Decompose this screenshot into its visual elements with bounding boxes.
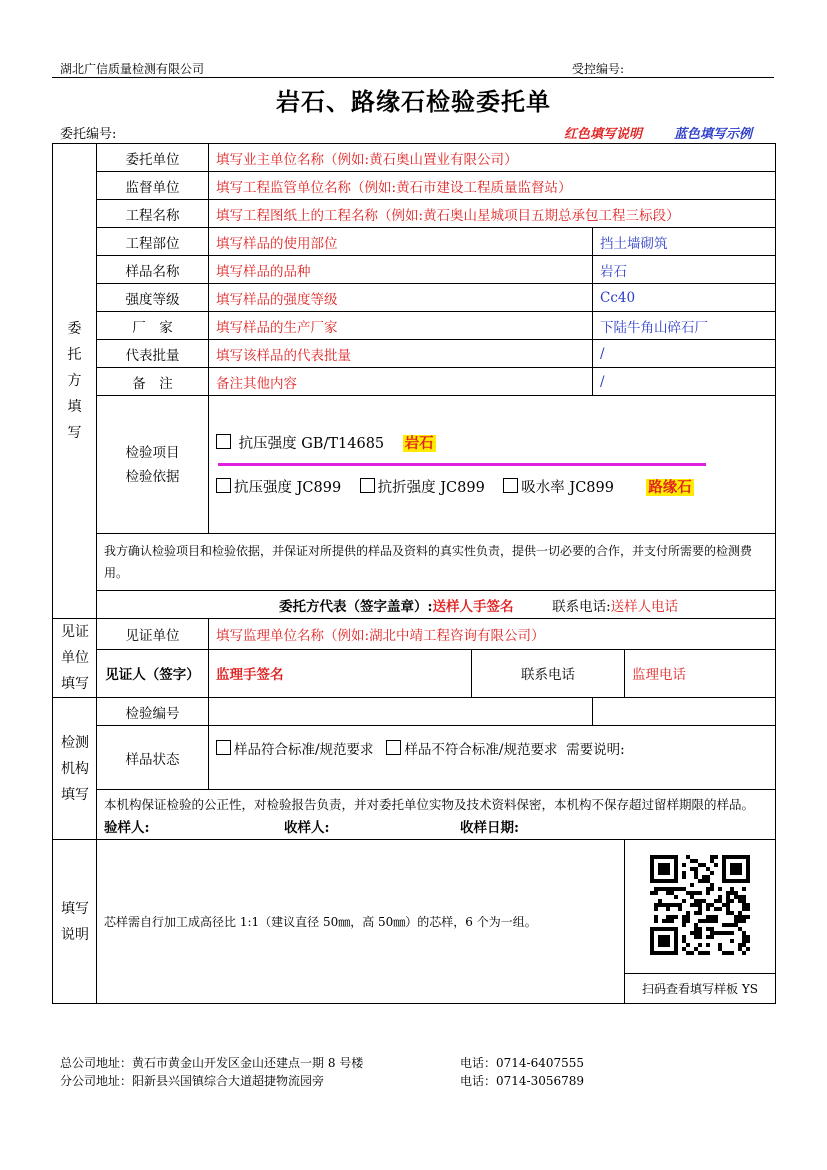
inspector-label: 验样人: <box>104 820 150 837</box>
curb-option-flexural[interactable]: 抗折强度 JC899 <box>360 480 485 496</box>
qr-caption: 扫码查看填写样板 YS <box>625 974 776 1004</box>
header-rule <box>52 77 774 78</box>
witness-person-label: 见证人（签字） <box>97 649 209 697</box>
project-part-hint: 填写样品的使用部位 <box>209 228 593 256</box>
batch-label: 代表批量 <box>97 340 209 368</box>
qr-code-cell <box>625 840 776 974</box>
test-item-label: 检验项目 检验依据 <box>97 396 209 534</box>
witness-phone-label: 联系电话 <box>472 649 625 697</box>
representative-value[interactable]: 送样人手签名 <box>432 598 514 615</box>
client-unit-label: 委托单位 <box>97 144 209 172</box>
branch-phone: 电话：0714-3056789 <box>460 1074 585 1088</box>
lab-statement: 本机构保证检验的公正性，对检验报告负责，并对委托单位实物及技术资料保密，本机构不保存超过留样期限的样品。 <box>97 790 776 814</box>
receiver-label: 收样人: <box>284 820 330 837</box>
sample-name-value[interactable]: 岩石 <box>593 256 776 284</box>
fill-instructions: 芯样需自行加工成高径比 1:1（建议直径 50㎜，高 50㎜）的芯样，6 个为一组。 <box>97 840 625 1004</box>
sample-status-label: 样品状态 <box>97 726 209 790</box>
sample-name-hint: 填写样品的品种 <box>209 256 593 284</box>
lab-signature-row <box>97 814 776 840</box>
blue-legend: 蓝色填写示例 <box>674 127 753 142</box>
project-part-value[interactable]: 挡土墙砌筑 <box>593 228 776 256</box>
checkbox-icon[interactable] <box>386 740 401 755</box>
client-unit-field[interactable]: 填写业主单位名称（例如:黄石奥山置业有限公司） <box>209 144 776 172</box>
curb-option-compressive[interactable]: 抗压强度 JC899 <box>216 480 341 496</box>
checkbox-icon[interactable] <box>360 478 375 493</box>
qr-code-icon[interactable] <box>650 855 750 955</box>
checkbox-icon[interactable] <box>216 434 231 449</box>
supervision-unit-field[interactable]: 填写工程监管单位名称（例如:黄石市建设工程质量监督站） <box>209 172 776 200</box>
fill-section-label: 填写说明 <box>53 840 97 1004</box>
batch-hint: 填写该样品的代表批量 <box>209 340 593 368</box>
manufacturer-hint: 填写样品的生产厂家 <box>209 312 593 340</box>
company-name: 湖北广信质量检测有限公司 <box>60 62 205 76</box>
form-title: 岩石、路缘石检验委托单 <box>276 87 551 116</box>
project-name-label: 工程名称 <box>97 200 209 228</box>
checkbox-icon[interactable] <box>216 478 231 493</box>
section-divider <box>218 463 706 466</box>
status-bad-option[interactable]: 样品不符合标准/规范要求 <box>386 742 557 758</box>
remarks-hint: 备注其他内容 <box>209 368 593 396</box>
batch-value[interactable]: / <box>593 340 776 368</box>
curb-tag: 路缘石 <box>648 479 692 496</box>
test-number-extra-field[interactable] <box>593 698 776 726</box>
witness-person-value[interactable]: 监理手签名 <box>209 649 472 697</box>
manufacturer-value[interactable]: 下陆牛角山碎石厂 <box>593 312 776 340</box>
client-unit-example: 黄石奥山置业有限公司 <box>369 151 505 168</box>
strength-grade-value[interactable]: Cc40 <box>593 284 776 312</box>
sample-status-options <box>209 726 776 790</box>
witness-unit-label: 见证单位 <box>97 619 209 650</box>
status-note-label: 需要说明: <box>566 742 625 758</box>
branch-address: 分公司地址：阳新县兴国镇综合大道超捷物流园旁 <box>60 1074 325 1088</box>
curb-option-absorption[interactable]: 吸水率 JC899 <box>503 480 614 496</box>
checkbox-icon[interactable] <box>503 478 518 493</box>
witness-section-label: 见证单位填写 <box>53 619 97 698</box>
client-section-label: 委托方填写 <box>53 144 97 619</box>
receive-date-label: 收样日期: <box>460 820 519 837</box>
remarks-value[interactable]: / <box>593 368 776 396</box>
commission-form <box>52 143 776 1004</box>
project-name-field[interactable]: 填写工程图纸上的工程名称（例如:黄石奥山星城项目五期总承包工程三标段） <box>209 200 776 228</box>
representative-label: 委托方代表（签字盖章）: <box>279 598 433 615</box>
rock-tag: 岩石 <box>404 435 434 452</box>
manufacturer-label: 厂 家 <box>97 312 209 340</box>
hq-phone: 电话：0714-6407555 <box>460 1056 585 1070</box>
red-legend: 红色填写说明 <box>564 127 643 142</box>
commission-number-label: 委托编号: <box>60 127 117 142</box>
project-part-label: 工程部位 <box>97 228 209 256</box>
test-item-options <box>209 396 776 534</box>
lab-section-label: 检测机构填写 <box>53 698 97 840</box>
test-number-label: 检验编号 <box>97 698 209 726</box>
client-phone-value[interactable]: 送样人电话 <box>610 598 679 615</box>
test-number-field[interactable] <box>209 698 593 726</box>
client-signature-row <box>97 591 776 619</box>
rock-option[interactable]: 抗压强度 GB/T14685 岩石 <box>216 432 768 453</box>
remarks-label: 备 注 <box>97 368 209 396</box>
curb-options <box>216 476 768 497</box>
status-ok-option[interactable]: 样品符合标准/规范要求 <box>216 742 374 758</box>
strength-grade-label: 强度等级 <box>97 284 209 312</box>
sample-name-label: 样品名称 <box>97 256 209 284</box>
client-phone-label: 联系电话: <box>552 598 611 615</box>
checkbox-icon[interactable] <box>216 740 231 755</box>
supervision-unit-label: 监督单位 <box>97 172 209 200</box>
witness-phone-value[interactable]: 监理电话 <box>625 649 776 697</box>
control-number-label: 受控编号: <box>572 62 625 76</box>
hq-address: 总公司地址：黄石市黄金山开发区金山还建点一期 8 号楼 <box>60 1056 364 1070</box>
strength-grade-hint: 填写样品的强度等级 <box>209 284 593 312</box>
client-declaration: 我方确认检验项目和检验依据，并保证对所提供的样品及资料的真实性负责，提供一切必要的合作，并支付所需要的检测费用。 <box>97 534 776 591</box>
witness-unit-field[interactable]: 填写监理单位名称（例如:湖北中靖工程咨询有限公司） <box>209 619 776 650</box>
